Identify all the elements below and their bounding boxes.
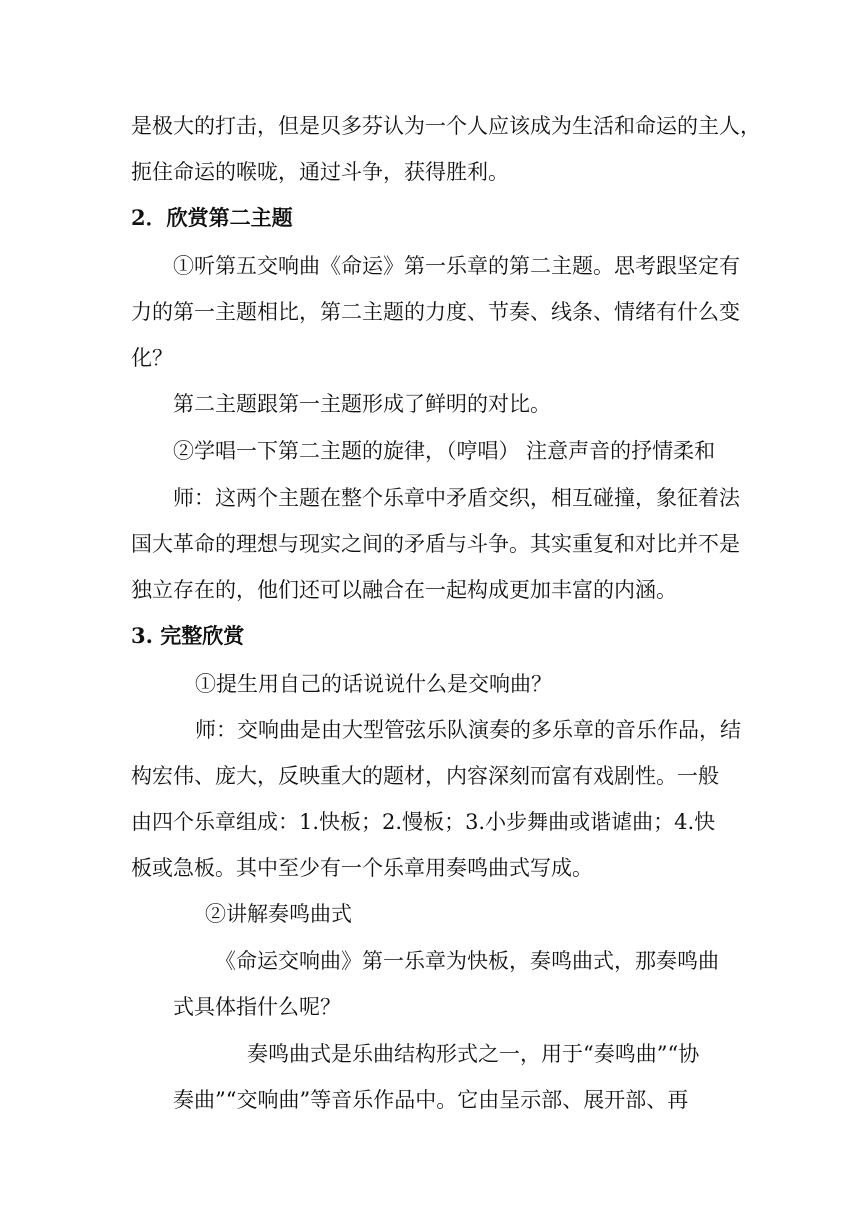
text-line: 力的第一主题相比，第二主题的力度、节奏、线条、情绪有什么变 [131,300,740,324]
text-line: ①提生用自己的话说说什么是交响曲？ [195,672,552,696]
section-heading: 3. 完整欣赏 [131,623,245,648]
text-line: 奏曲”“交响曲”等音乐作品中。它由呈示部、展开部、再 [173,1088,689,1112]
text-line: ②讲解奏鸣曲式 [205,902,352,926]
text-line: 师：这两个主题在整个乐章中矛盾交织，相互碰撞，象征着法 [173,486,740,510]
text-line: 由四个乐章组成：1.快板；2.慢板；3.小步舞曲或谐谑曲；4.快 [131,810,716,834]
section-heading: 2．欣赏第二主题 [131,205,293,230]
text-line: 板或急板。其中至少有一个乐章用奏鸣曲式写成。 [131,856,593,880]
text-line: 《命运交响曲》第一乐章为快板，奏鸣曲式，那奏鸣曲 [215,949,719,973]
text-line: 扼住命运的喉咙，通过斗争，获得胜利。 [131,160,509,184]
text-line: 是极大的打击，但是贝多芬认为一个人应该成为生活和命运的主人， [131,114,761,138]
text-line: 师：交响曲是由大型管弦乐队演奏的多乐章的音乐作品，结 [195,718,741,742]
text-line: 奏鸣曲式是乐曲结构形式之一，用于“奏鸣曲”“协 [247,1042,700,1066]
text-line: 国大革命的理想与现实之间的矛盾与斗争。其实重复和对比并不是 [131,532,740,556]
text-line: 构宏伟、庞大，反映重大的题材，内容深刻而富有戏剧性。一般 [131,764,719,788]
text-line: 式具体指什么呢？ [173,995,341,1019]
text-line: 化？ [131,346,173,370]
text-line: ①听第五交响曲《命运》第一乐章的第二主题。思考跟坚定有 [173,254,740,278]
text-line: 第二主题跟第一主题形成了鲜明的对比。 [173,392,551,416]
text-line: ②学唱一下第二主题的旋律，（哼唱） 注意声音的抒情柔和 [173,439,716,463]
text-line: 独立存在的，他们还可以融合在一起构成更加丰富的内涵。 [131,578,677,602]
